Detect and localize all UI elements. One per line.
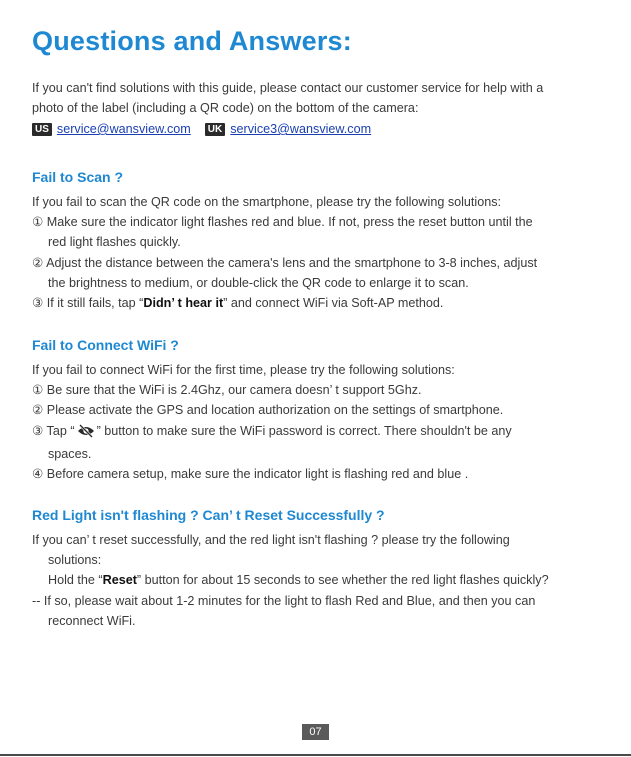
reset-button-label: Reset — [102, 573, 137, 588]
reset-section-title: Red Light isn't flashing ? Can’ t Reset Successfully ? — [32, 507, 385, 523]
eye-slash-icon — [77, 424, 95, 444]
uk-email-link[interactable]: service3@wansview.com — [230, 122, 372, 136]
wifi-item-3-post: ” button to make sure the WiFi password is correct. There shouldn't be any — [96, 423, 512, 438]
intro-line-2: photo of the label (including a QR code) on the bottom of the camera: — [32, 101, 419, 116]
scan-item-1: ① Make sure the indicator light flashes red and blue. If not, press the reset button until the — [32, 215, 533, 230]
reset-intro-cont: solutions: — [48, 553, 102, 568]
page-number: 07 — [302, 724, 329, 740]
scan-item-1-cont: red light flashes quickly. — [48, 235, 181, 250]
reset-if-so-cont: reconnect WiFi. — [48, 613, 136, 628]
scan-section-title: Fail to Scan ? — [32, 169, 124, 185]
reset-hold-post: ” button for about 15 seconds to see whether the red light flashes quickly? — [136, 573, 549, 588]
intro-paragraph — [32, 78, 612, 118]
wifi-item-1: ① Be sure that the WiFi is 2.4Ghz, our camera doesn’ t support 5Ghz. — [32, 383, 422, 398]
us-flag-badge: US — [32, 123, 52, 136]
uk-flag-badge: UK — [205, 123, 225, 136]
wifi-item-2: ② Please activate the GPS and location authorization on the settings of smartphone. — [32, 403, 504, 418]
wifi-item-3-pre: ③ Tap “ — [32, 423, 75, 438]
footer-rule — [0, 754, 631, 756]
us-email-link[interactable]: service@wansview.com — [56, 122, 191, 136]
reset-section-body — [32, 530, 612, 631]
reset-intro: If you can’ t reset successfully, and the red light isn't flashing ? please try the following — [32, 533, 510, 547]
scan-item-3 — [32, 293, 612, 313]
scan-item-3-pre: ③ If it still fails, tap “ — [32, 296, 144, 311]
scan-item-3-post: ” and connect WiFi via Soft-AP method. — [223, 296, 444, 311]
intro-line-1: If you can't find solutions with this guide, please contact our customer service for help with a — [32, 81, 544, 95]
reset-if-so: -- If so, please wait about 1-2 minutes for the light to flash Red and Blue, and then you can — [32, 593, 536, 608]
wifi-section-body — [32, 360, 612, 484]
wifi-item-3 — [32, 421, 612, 444]
scan-item-2-cont: the brightness to medium, or double-click the QR code to enlarge it to scan. — [48, 275, 469, 290]
reset-hold-pre: Hold the “ — [48, 573, 103, 588]
didnt-hear-it-label: Didn’ t hear it — [143, 296, 224, 311]
wifi-item-3-cont: spaces. — [48, 446, 92, 461]
wifi-intro: If you fail to connect WiFi for the first time, please try the following solutions: — [32, 363, 455, 377]
contact-emails — [32, 120, 385, 138]
page-title: Questions and Answers: — [32, 26, 352, 56]
scan-item-2: ② Adjust the distance between the camera's lens and the smartphone to 3-8 inches, adjust — [32, 255, 538, 270]
wifi-item-4: ④ Before camera setup, make sure the indicator light is flashing red and blue . — [32, 467, 469, 482]
scan-section-body — [32, 192, 612, 313]
reset-hold-instruction — [32, 570, 612, 590]
scan-intro: If you fail to scan the QR code on the smartphone, please try the following solutions: — [32, 195, 502, 209]
wifi-section-title: Fail to Connect WiFi ? — [32, 337, 179, 353]
